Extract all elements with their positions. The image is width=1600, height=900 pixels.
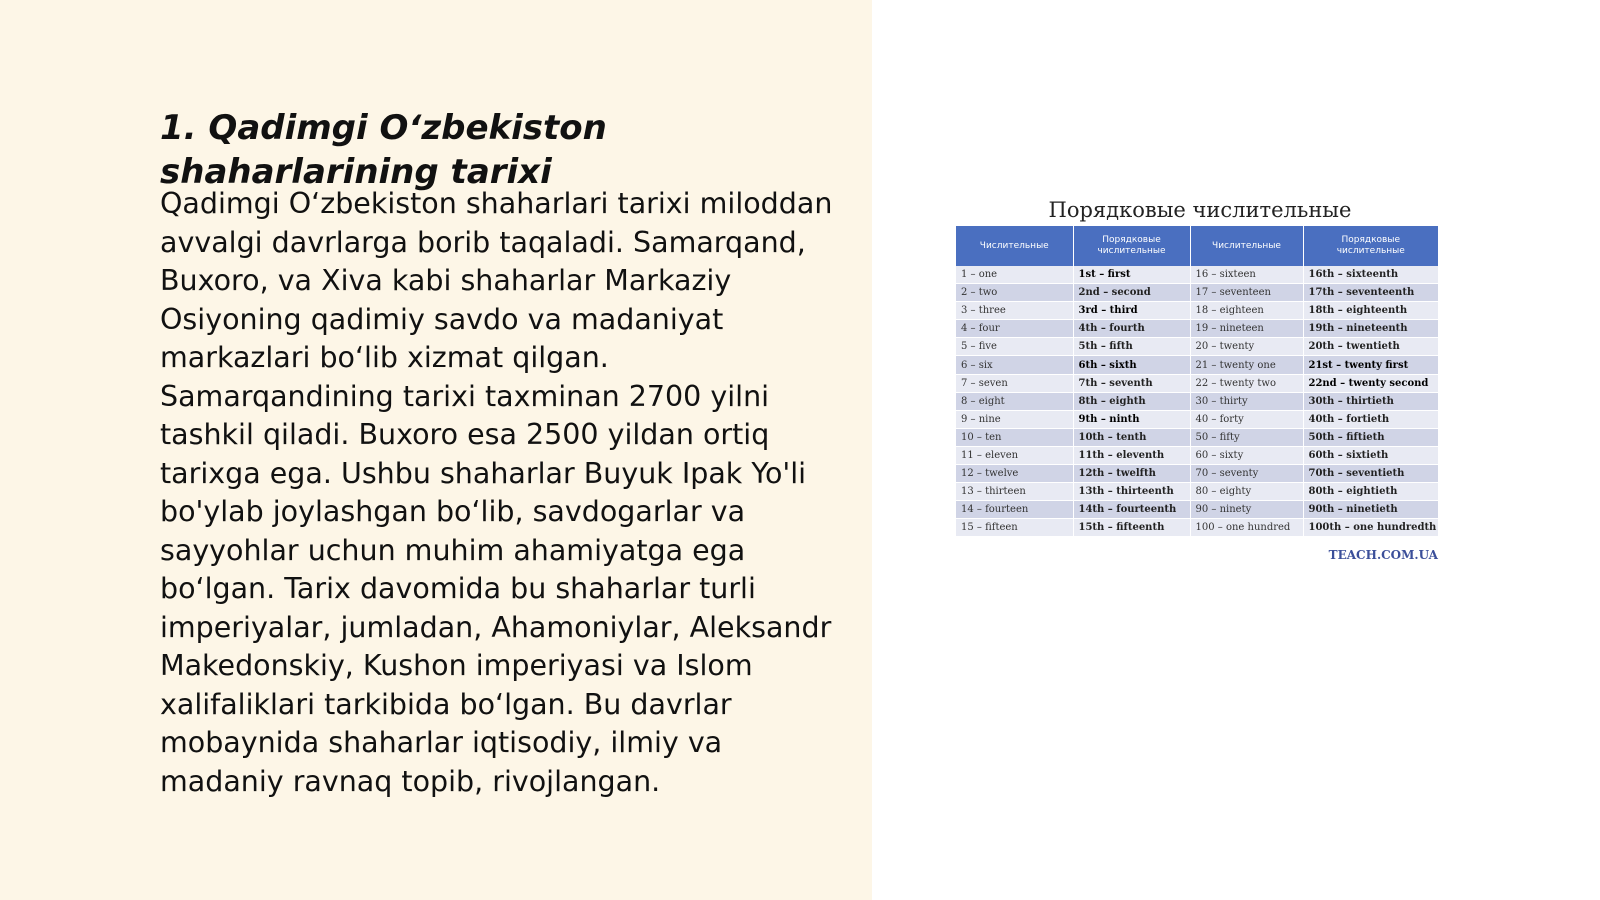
table-header-cell: Порядковые числительные	[1303, 226, 1438, 266]
table-cell: 17 – seventeen	[1190, 284, 1303, 302]
table-cell: 70 – seventy	[1190, 465, 1303, 483]
table-cell: 21st – twenty first	[1303, 356, 1438, 374]
table-header-row	[956, 226, 1438, 266]
table-cell: 11th – eleventh	[1073, 446, 1190, 464]
table-cell: 20th – twentieth	[1303, 338, 1438, 356]
table-cell: 2nd – second	[1073, 284, 1190, 302]
table-cell: 60th – sixtieth	[1303, 446, 1438, 464]
table-cell: 10th – tenth	[1073, 428, 1190, 446]
table-row	[956, 284, 1438, 302]
table-row	[956, 446, 1438, 464]
table-cell: 3rd – third	[1073, 302, 1190, 320]
table-cell: 100 – one hundred	[1190, 519, 1303, 537]
figure-title: Порядковые числительные	[1048, 198, 1352, 222]
slide-title: 1. Qadimgi O‘zbekiston shaharlarining tarixi	[160, 108, 607, 192]
table-cell: 90 – ninety	[1190, 501, 1303, 519]
table-cell: 20 – twenty	[1190, 338, 1303, 356]
table-cell: 90th – ninetieth	[1303, 501, 1438, 519]
table-cell: 7 – seven	[956, 374, 1073, 392]
table-header-cell: Порядковые числительные	[1073, 226, 1190, 266]
table-row	[956, 356, 1438, 374]
table-cell: 60 – sixty	[1190, 446, 1303, 464]
watermark-text: TEACH.COM.UA	[1328, 548, 1438, 562]
table-row	[956, 410, 1438, 428]
table-cell: 19 – nineteen	[1190, 320, 1303, 338]
table-cell: 19th – nineteenth	[1303, 320, 1438, 338]
table-cell: 13th – thirteenth	[1073, 483, 1190, 501]
table-cell: 16 – sixteen	[1190, 266, 1303, 284]
table-row	[956, 483, 1438, 501]
table-cell: 5 – five	[956, 338, 1073, 356]
table-cell: 7th – seventh	[1073, 374, 1190, 392]
table-cell: 40th – fortieth	[1303, 410, 1438, 428]
table-cell: 18th – eighteenth	[1303, 302, 1438, 320]
table-cell: 12th – twelfth	[1073, 465, 1190, 483]
table-cell: 80 – eighty	[1190, 483, 1303, 501]
ordinal-numbers-figure	[956, 196, 1444, 572]
slide-body-text: Qadimgi O‘zbekiston shaharlari tarixi miloddan avvalgi davrlarga borib taqaladi. Samarqand, Buxoro, va Xiva kabi shaharlar Markaziy Osiyoning qadimiy savdo va madaniyat markazlari bo‘lib xizmat qilgan. Samarqandining tarixi taxminan 2700 yilni tashkil qiladi. Buxoro esa 2500 yildan ortiq tarixga ega. Ushbu shaharlar Buyuk Ipak Yo'li bo'ylab joylashgan bo‘lib, savdogarlar va sayyohlar uchun muhim ahamiyatga ega bo‘lgan. Tarix davomida bu shaharlar turli imperiyalar, jumladan, Ahamoniylar, Aleksandr Makedonskiy, Kushon imperiyasi va Islom xalifaliklari tarkibida bo‘lgan. Bu davrlar mobaynida shaharlar iqtisodiy, ilmiy va madaniy ravnaq topib, rivojlangan.	[160, 187, 833, 798]
table-row	[956, 320, 1438, 338]
table-cell: 3 – three	[956, 302, 1073, 320]
table-row	[956, 266, 1438, 284]
table-cell: 30th – thirtieth	[1303, 392, 1438, 410]
table-cell: 70th – seventieth	[1303, 465, 1438, 483]
table-cell: 9 – nine	[956, 410, 1073, 428]
table-row	[956, 392, 1438, 410]
table-row	[956, 338, 1438, 356]
table-cell: 16th – sixteenth	[1303, 266, 1438, 284]
table-cell: 21 – twenty one	[1190, 356, 1303, 374]
table-header-cell: Числительные	[956, 226, 1073, 266]
table-cell: 10 – ten	[956, 428, 1073, 446]
table-cell: 40 – forty	[1190, 410, 1303, 428]
table-cell: 22 – twenty two	[1190, 374, 1303, 392]
table-cell: 17th – seventeenth	[1303, 284, 1438, 302]
table-cell: 14th – fourteenth	[1073, 501, 1190, 519]
table-cell: 15th – fifteenth	[1073, 519, 1190, 537]
table-row	[956, 428, 1438, 446]
table-row	[956, 501, 1438, 519]
table-cell: 50 – fifty	[1190, 428, 1303, 446]
table-cell: 2 – two	[956, 284, 1073, 302]
table-cell: 6 – six	[956, 356, 1073, 374]
table-cell: 12 – twelve	[956, 465, 1073, 483]
ordinal-numbers-table	[956, 226, 1438, 537]
table-cell: 13 – thirteen	[956, 483, 1073, 501]
table-cell: 4 – four	[956, 320, 1073, 338]
table-cell: 6th – sixth	[1073, 356, 1190, 374]
table-cell: 1st – first	[1073, 266, 1190, 284]
table-row	[956, 302, 1438, 320]
table-cell: 11 – eleven	[956, 446, 1073, 464]
table-cell: 100th – one hundredth	[1303, 519, 1438, 537]
table-row	[956, 465, 1438, 483]
table-cell: 8th – eighth	[1073, 392, 1190, 410]
table-cell: 22nd – twenty second	[1303, 374, 1438, 392]
table-cell: 14 – fourteen	[956, 501, 1073, 519]
table-header-cell: Числительные	[1190, 226, 1303, 266]
table-cell: 5th – fifth	[1073, 338, 1190, 356]
table-cell: 8 – eight	[956, 392, 1073, 410]
table-cell: 80th – eightieth	[1303, 483, 1438, 501]
table-cell: 15 – fifteen	[956, 519, 1073, 537]
table-cell: 18 – eighteen	[1190, 302, 1303, 320]
table-row	[956, 519, 1438, 537]
table-cell: 30 – thirty	[1190, 392, 1303, 410]
table-cell: 4th – fourth	[1073, 320, 1190, 338]
table-cell: 9th – ninth	[1073, 410, 1190, 428]
table-cell: 1 – one	[956, 266, 1073, 284]
table-row	[956, 374, 1438, 392]
table-cell: 50th – fiftieth	[1303, 428, 1438, 446]
